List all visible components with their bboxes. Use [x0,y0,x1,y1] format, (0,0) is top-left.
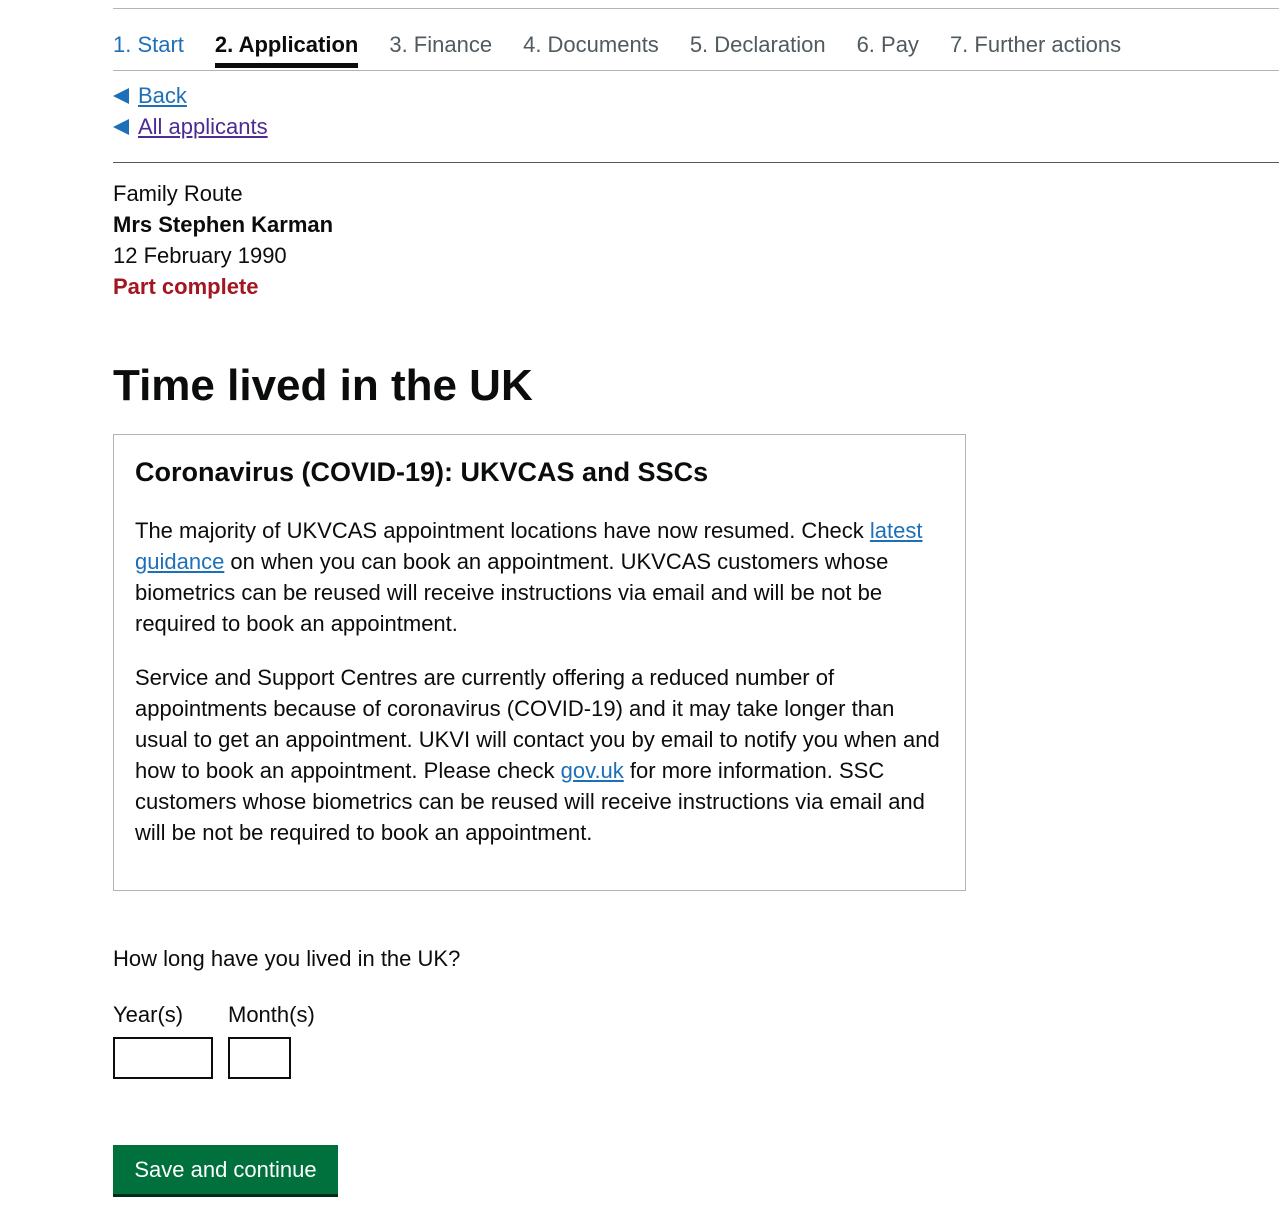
applicant-summary [113,178,333,302]
duration-fields [113,999,315,1079]
step-finance[interactable]: 3. Finance [389,32,493,57]
save-and-continue-button[interactable]: Save and continue [113,1145,338,1194]
time-lived-question: How long have you lived in the UK? [113,946,461,971]
covid-notice-panel [113,434,966,891]
step-start[interactable]: 1. Start [113,32,184,57]
step-further-actions[interactable]: 7. Further actions [949,32,1122,57]
applicant-route: Family Route [113,181,243,206]
notice-heading: Coronavirus (COVID-19): UKVCAS and SSCs [135,457,709,487]
months-input[interactable] [228,1037,291,1079]
back-link-text[interactable]: Back [138,83,187,108]
progress-steps [113,22,1279,71]
step-declaration[interactable]: 5. Declaration [689,32,826,57]
section-divider [113,162,1279,163]
years-label: Year(s) [113,1002,184,1027]
notice-paragraph-2: Service and Support Centres are currently offering a reduced number of appointments because of coronavirus (COVID-19) and it may take longer than usual to get an appointment. UKVI will contact you by email to notify you when and how to book an appointment. Please check gov.uk for more information. SSC customers whose biometrics can be reused will receive instructions via email and will be not be required to book an appointment. [135,665,940,845]
back-links [113,80,268,142]
notice-paragraph-1: The majority of UKVCAS appointment locations have now resumed. Check latest guidance on when you can book an appointment. UKVCAS customers whose biometrics can be reused will receive instructions via email and will be not be required to book an appointment. [135,518,923,636]
status-badge: Part complete [113,274,259,299]
years-field [113,999,213,1079]
all-applicants-link [113,111,268,142]
months-field [228,999,315,1079]
years-input[interactable] [113,1037,213,1079]
page-title: Time lived in the UK [113,361,533,410]
step-pay[interactable]: 6. Pay [856,32,919,57]
step-application[interactable]: 2. Application [215,22,358,68]
back-arrow-icon [113,119,129,135]
back-arrow-icon [113,88,129,104]
applicant-name: Mrs Stephen Karman [113,212,334,237]
months-label: Month(s) [228,1002,315,1027]
step-documents[interactable]: 4. Documents [523,32,659,57]
gov-uk-link[interactable]: gov.uk [560,758,624,783]
applicant-dob: 12 February 1990 [113,243,287,268]
back-link [113,80,268,111]
top-divider [113,8,1279,9]
all-applicants-link-text[interactable]: All applicants [138,114,268,139]
latest-guidance-link[interactable]: latest guidance [135,518,923,574]
